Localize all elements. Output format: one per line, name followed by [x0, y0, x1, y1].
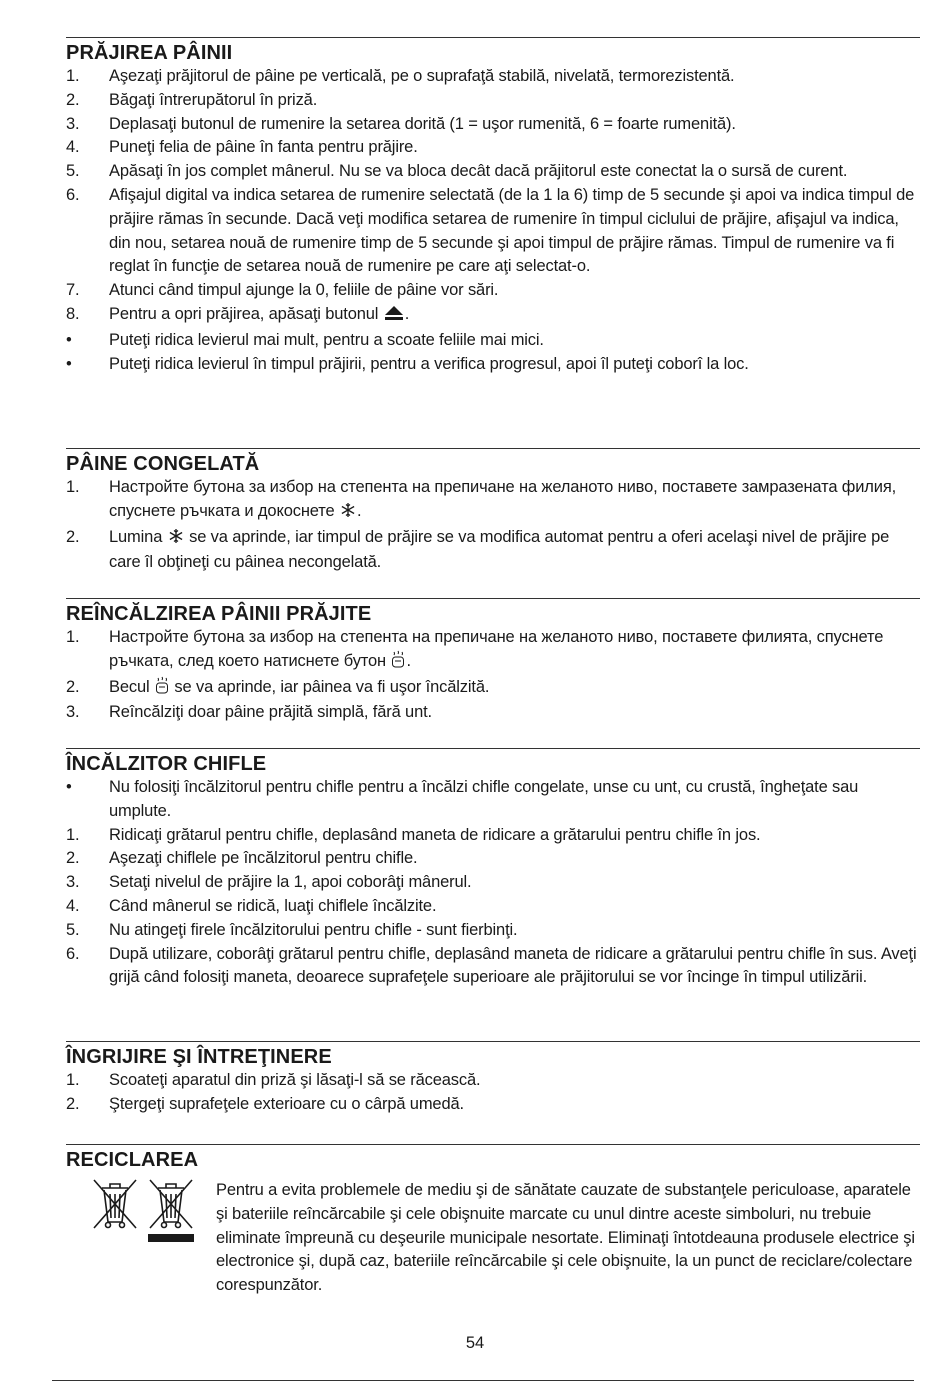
instruction-list: [66, 776, 920, 990]
instruction-list: [66, 476, 920, 575]
list-item: 2. Aşezaţi chiflele pe încălzitorul pentru chifle.: [66, 849, 418, 868]
crossed-bin-icon: [94, 1180, 136, 1228]
section-divider: [66, 598, 920, 599]
recycling-text: Pentru a evita problemele de mediu şi de sănătate cauzate de substanţele periculoase, aparatele şi bateriile reîncărcabile şi cele obişnuite marcate cu unul dintre aceste simboluri, nu trebuie eliminate împreună cu deşeurile municipale nesortate. Eliminaţi întotdeauna produsele electrice şi electronice şi, după caz, bateriile reîncărcabile şi cele obişnuite, la un punct de reciclare/colectare corespunzător.: [216, 1181, 915, 1295]
list-item: • Nu folosiţi încălzitorul pentru chifle pentru a încălzi chifle congelate, unse cu unt, cu crustă, îngheţate sau umplute.: [66, 778, 859, 820]
section-divider: [66, 448, 920, 449]
section-divider: [66, 748, 920, 749]
list-item: 5. Nu atingeţi firele încălzitorului pentru chifle - sunt fierbinţi.: [66, 920, 518, 939]
list-item: 1. Aşezaţi prăjitorul de pâine pe verticală, pe o suprafaţă stabilă, nivelată, termorezistentă.: [66, 67, 735, 85]
list-item: 1. Настройте бутона за избор на степента на препичане на желаното ниво, поставете филията, спуснете ръчката, след което натиснете бутон .: [66, 626, 920, 676]
instruction-list: [66, 626, 920, 725]
solid-bar: [148, 1234, 194, 1242]
instruction-list: [66, 65, 920, 376]
list-item: 3. Setaţi nivelul de prăjire la 1, apoi coborâţi mânerul.: [66, 873, 472, 892]
list-item: 2. Băgaţi întrerupătorul în priză.: [66, 90, 318, 109]
list-item: 2. Lumina se va aprinde, iar timpul de prăjire se va modifica automat pentru a oferi acelaşi nivel de prăjire pe care îl obţineţi cu pâinea necongelată.: [66, 527, 890, 572]
section-divider: [66, 1144, 920, 1145]
eject-icon: [384, 305, 404, 329]
list-item: 1. Ridicaţi grătarul pentru chifle, deplasând maneta de ridicare a grătarului pentru chifle în jos.: [66, 825, 761, 844]
section-recycling: [66, 1144, 920, 1302]
section-title: ÎNCĂLZITOR CHIFLE: [66, 753, 267, 775]
section-title: RECICLAREA: [66, 1149, 199, 1171]
section-title: PRĂJIREA PÂINII: [66, 42, 233, 64]
section-title: REÎNCĂLZIREA PÂINII PRĂJITE: [66, 603, 372, 625]
section-divider: [66, 37, 920, 38]
list-item: 6. Afişajul digital va indica setarea de rumenire selectată (de la 1 la 6) timp de 5 secunde şi apoi va indica timpul de prăjire rămas în secunde. Dacă veţi modifica setarea de rumenire în timpul ciclului de prăjire, afişajul va indica, din nou, setarea nouă de rumenire timp de 5 secunde şi apoi timpul de prăjire rămas. Timpul de rumenire va fi reglat în funcţie de setarea nouă de rumenire pe care aţi selectat-o.: [66, 185, 915, 276]
footer-divider: [52, 1380, 914, 1381]
page-number: 54: [465, 1334, 485, 1352]
list-item: 5. Apăsaţi în jos complet mânerul. Nu se va bloca decât dacă prăjitorul este conectat la o sursă de curent.: [66, 162, 848, 181]
section-care-maintenance: [66, 1041, 920, 1117]
list-item: 6. După utilizare, coborâţi grătarul pentru chifle, deplasând maneta de ridicare a grătarului pentru chifle în sus. Aveţi grijă când folosiţi maneta, deoarece suprafeţele superioare ale prăjitorului se vor încinge în timpul utilizării.: [66, 944, 917, 987]
list-item: 4. Puneţi felia de pâine în fanta pentru prăjire.: [66, 138, 418, 157]
list-item: 4. Când mânerul se ridică, luaţi chiflele încălzite.: [66, 896, 437, 915]
list-item: 3. Deplasaţi butonul de rumenire la setarea dorită (1 = uşor rumenită, 6 = foarte rumenită).: [66, 114, 736, 133]
instruction-list: [66, 1069, 920, 1117]
section-title: ÎNGRIJIRE ŞI ÎNTREŢINERE: [66, 1046, 332, 1068]
section-toasting: [66, 37, 920, 376]
list-item: 7. Atunci când timpul ajunge la 0, feliile de pâine vor sări.: [66, 281, 499, 300]
section-bun-warmer: [66, 748, 920, 990]
list-item: 8. Pentru a opri prăjirea, apăsaţi butonul .: [66, 303, 920, 329]
section-title: PÂINE CONGELATĂ: [66, 453, 260, 475]
recycling-body: [66, 1172, 920, 1302]
weee-symbols: [88, 1178, 200, 1244]
list-item: • Puteţi ridica levierul în timpul prăjirii, pentru a verifica progresul, apoi îl puteţi coborî la loc.: [66, 354, 749, 373]
section-frozen-bread: [66, 448, 920, 575]
list-item: • Puteţi ridica levierul mai mult, pentru a scoate feliile mai mici.: [66, 330, 544, 349]
section-divider: [66, 1041, 920, 1042]
list-item: 1. Scoateţi aparatul din priză şi lăsaţi-l să se răcească.: [66, 1071, 481, 1089]
list-item: 2. Ştergeţi suprafeţele exterioare cu o cârpă umedă.: [66, 1094, 464, 1113]
list-item: 1. Настройте бутона за избор на степента на препичане на желаното ниво, поставете замразената филия, спуснете ръчката и докоснете .: [66, 476, 920, 526]
snowflake-icon: [340, 502, 356, 526]
snowflake-icon: [168, 528, 184, 552]
list-item: 2. Becul se va aprinde, iar pâinea va fi uşor încălzită.: [66, 676, 920, 702]
reheat-icon: [155, 676, 169, 702]
list-item: 3. Reîncălziţi doar pâine prăjită simplă, fără unt.: [66, 703, 432, 722]
reheat-icon: [391, 650, 405, 676]
crossed-bin-bar-icon: [150, 1180, 192, 1228]
section-reheat: [66, 598, 920, 725]
